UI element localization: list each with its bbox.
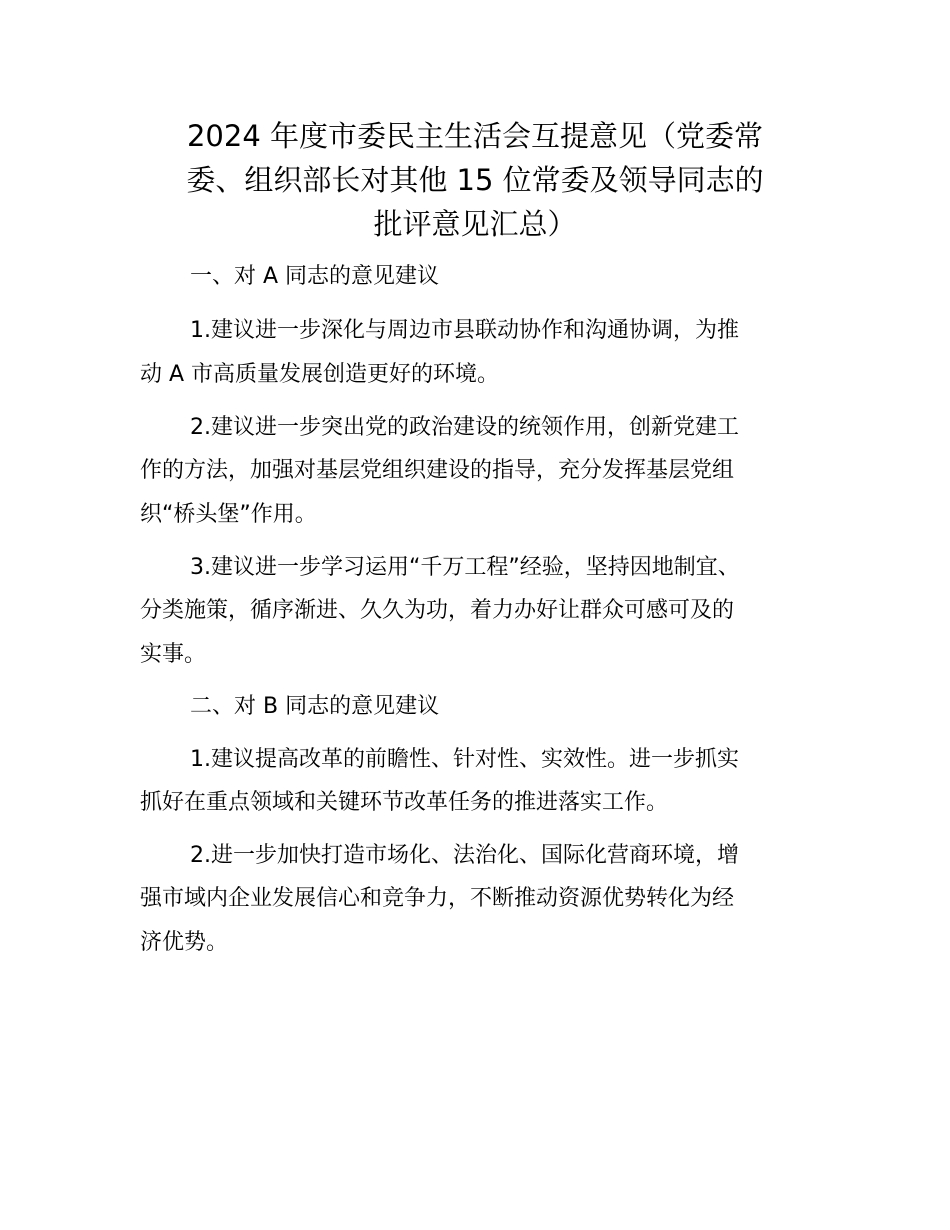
section-b-item-1-line-2: 抓好在重点领域和关键环节改革任务的推进落实工作。 [140,790,669,815]
section-b-item-1-line-1: 1.建议提高改革的前瞻性、针对性、实效性。进一步抓实 [190,747,739,772]
section-b-item-2-line-2: 强市域内企业发展信心和竞争力，不断推动资源优势转化为经 [140,886,735,911]
title-line-2: 委、组织部长对其他 15 位常委及领导同志的 [186,163,764,197]
section-a-item-2-line-3: 织“桥头堡”作用。 [140,502,317,527]
section-a-item-1-line-1: 1.建议进一步深化与周边市县联动协作和沟通协调，为推 [190,318,739,343]
title-line-3: 批评意见汇总） [373,207,577,241]
section-heading-a: 一、对 A 同志的意见建议 [190,264,440,289]
section-a-item-3-line-1: 3.建议进一步学习运用“千万工程”经验，坚持因地制宜、 [190,555,740,580]
document-title [130,114,820,246]
section-a-item-3-line-3: 实事。 [140,642,207,667]
section-heading-b: 二、对 B 同志的意见建议 [190,694,440,719]
title-line-1: 2024 年度市委民主生活会互提意见（党委常 [186,119,764,153]
section-a-item-2-line-1: 2.建议进一步突出党的政治建设的统领作用，创新党建工 [190,415,739,440]
section-b-item-2-line-3: 济优势。 [140,930,229,955]
section-a-item-2-line-2: 作的方法，加强对基层党组织建设的指导，充分发挥基层党组 [140,458,735,483]
section-b-item-2-line-1: 2.进一步加快打造市场化、法治化、国际化营商环境，增 [190,843,739,868]
section-a-item-3-line-2: 分类施策，循序渐进、久久为功，着力办好让群众可感可及的 [140,598,735,623]
section-a-item-1-line-2: 动 A 市高质量发展创造更好的环境。 [140,362,500,387]
